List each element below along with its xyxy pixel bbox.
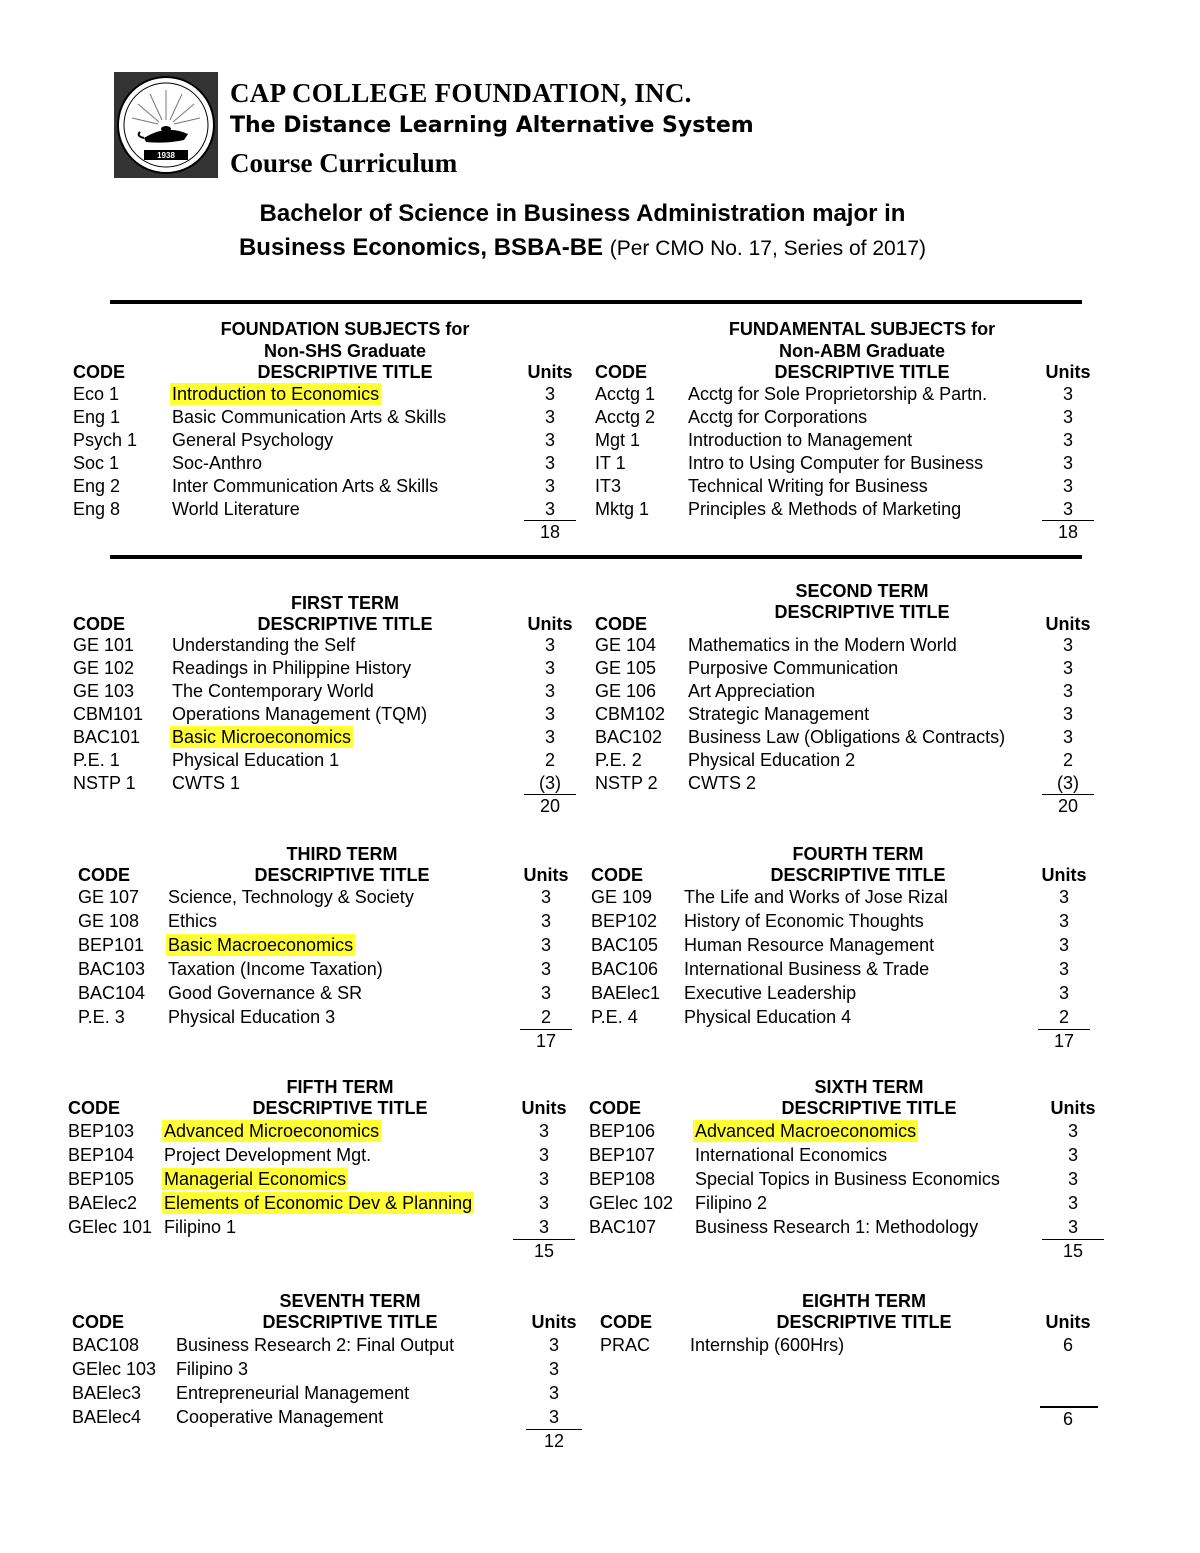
course-title: History of Economic Thoughts xyxy=(684,911,924,931)
course-units: 3 xyxy=(1062,499,1073,519)
course-code: BEP108 xyxy=(589,1169,656,1189)
section-heading: FIRST TERM xyxy=(291,593,399,613)
course-code: BAC101 xyxy=(73,727,141,747)
course-title: Acctg for Corporations xyxy=(688,407,868,427)
course-units: 2 xyxy=(544,750,555,770)
seal-year: 1938 xyxy=(157,151,175,160)
column-header-units: Units xyxy=(521,1098,567,1118)
column-header-code: CODE xyxy=(68,1098,121,1118)
course-code: BEP105 xyxy=(68,1169,135,1189)
course-code: GE 101 xyxy=(73,635,135,655)
column-header-units: Units xyxy=(1050,1098,1096,1118)
column-header-title: DESCRIPTIVE TITLE xyxy=(774,602,950,622)
course-units: 3 xyxy=(1062,407,1073,427)
column-header-code: CODE xyxy=(591,865,644,885)
top-rule xyxy=(110,300,1082,304)
college-seal-logo xyxy=(114,72,218,178)
course-title: Soc-Anthro xyxy=(172,453,263,473)
course-code: BAC106 xyxy=(591,959,659,979)
course-units: 3 xyxy=(1062,681,1073,701)
units-total: 17 xyxy=(1053,1031,1075,1051)
course-code: BEP104 xyxy=(68,1145,135,1165)
course-code: BEP102 xyxy=(591,911,658,931)
course-code: GE 106 xyxy=(595,681,657,701)
column-header-code: CODE xyxy=(595,614,648,634)
course-units: 3 xyxy=(1067,1169,1078,1189)
units-total: 17 xyxy=(535,1031,557,1051)
units-total: 18 xyxy=(1057,522,1079,542)
course-units: 2 xyxy=(540,1007,551,1027)
column-header-title: DESCRIPTIVE TITLE xyxy=(781,1098,957,1118)
course-units: 3 xyxy=(544,727,555,747)
course-title: Business Research 2: Final Output xyxy=(176,1335,455,1355)
course-units: 3 xyxy=(544,658,555,678)
course-title: Good Governance & SR xyxy=(168,983,363,1003)
course-title: International Economics xyxy=(695,1145,888,1165)
course-code: GE 108 xyxy=(78,911,140,931)
course-title: Cooperative Management xyxy=(176,1407,384,1427)
course-title: Basic Communication Arts & Skills xyxy=(172,407,447,427)
course-code: GE 104 xyxy=(595,635,657,655)
course-code: Mgt 1 xyxy=(595,430,641,450)
section-heading: SIXTH TERM xyxy=(814,1077,924,1097)
course-code: GElec 103 xyxy=(72,1359,157,1379)
section-heading: FOURTH TERM xyxy=(792,844,924,864)
course-title: CWTS 1 xyxy=(172,773,241,793)
course-code: GE 107 xyxy=(78,887,140,907)
course-units: 3 xyxy=(540,887,551,907)
column-header-units: Units xyxy=(523,865,569,885)
course-title: Art Appreciation xyxy=(688,681,816,701)
course-title: Principles & Methods of Marketing xyxy=(688,499,962,519)
course-code: BEP107 xyxy=(589,1145,656,1165)
course-title: Acctg for Sole Proprietorship & Partn. xyxy=(688,384,988,404)
course-title: Business Research 1: Methodology xyxy=(695,1217,979,1237)
course-units: 3 xyxy=(544,499,555,519)
section-heading: FUNDAMENTAL SUBJECTS for xyxy=(728,319,996,339)
system-name: The Distance Learning Alternative System xyxy=(230,113,754,138)
course-code: Eng 8 xyxy=(73,499,121,519)
course-code: Soc 1 xyxy=(73,453,120,473)
course-title: Business Law (Obligations & Contracts) xyxy=(688,727,1006,747)
column-header-units: Units xyxy=(1045,614,1091,634)
section-heading: SECOND TERM xyxy=(795,581,929,601)
course-units: 3 xyxy=(1062,476,1073,496)
course-units: 3 xyxy=(1067,1217,1078,1237)
course-units: 3 xyxy=(544,453,555,473)
course-units: 3 xyxy=(544,635,555,655)
course-title: General Psychology xyxy=(172,430,334,450)
column-header-title: DESCRIPTIVE TITLE xyxy=(262,1312,438,1332)
column-header-title: DESCRIPTIVE TITLE xyxy=(257,362,433,382)
column-header-title: DESCRIPTIVE TITLE xyxy=(252,1098,428,1118)
course-code: CBM102 xyxy=(595,704,666,724)
course-code: P.E. 4 xyxy=(591,1007,638,1027)
units-total: 18 xyxy=(539,522,561,542)
course-units: 3 xyxy=(538,1145,549,1165)
units-total: 20 xyxy=(539,796,561,816)
column-header-units: Units xyxy=(1045,1312,1091,1332)
course-title: Filipino 1 xyxy=(164,1217,237,1237)
course-units: 3 xyxy=(1058,959,1069,979)
course-title: Operations Management (TQM) xyxy=(172,704,428,724)
course-title-highlighted: Basic Microeconomics xyxy=(172,727,352,747)
course-code: CBM101 xyxy=(73,704,144,724)
document-type: Course Curriculum xyxy=(230,148,458,178)
course-title: Inter Communication Arts & Skills xyxy=(172,476,439,496)
course-code: GElec 101 xyxy=(68,1217,153,1237)
course-units: 3 xyxy=(540,911,551,931)
cmo-reference: (Per CMO No. 17, Series of 2017) xyxy=(609,237,927,260)
course-code: NSTP 2 xyxy=(595,773,658,793)
column-header-units: Units xyxy=(531,1312,577,1332)
course-units: 3 xyxy=(540,959,551,979)
course-units: 3 xyxy=(1067,1121,1078,1141)
course-units: 3 xyxy=(544,681,555,701)
section-heading: Non-ABM Graduate xyxy=(779,341,945,361)
course-code: GE 109 xyxy=(591,887,653,907)
column-header-code: CODE xyxy=(589,1098,642,1118)
course-units: (3) xyxy=(1057,773,1079,793)
course-units: 3 xyxy=(548,1407,559,1427)
column-header-code: CODE xyxy=(595,362,648,382)
course-code: GE 102 xyxy=(73,658,135,678)
section-heading: Non-SHS Graduate xyxy=(263,341,427,361)
course-units: 3 xyxy=(540,935,551,955)
course-units: 3 xyxy=(1062,727,1073,747)
course-code: P.E. 1 xyxy=(73,750,120,770)
course-title: The Life and Works of Jose Rizal xyxy=(684,887,948,907)
course-title: Filipino 3 xyxy=(176,1359,249,1379)
course-title: Physical Education 3 xyxy=(168,1007,336,1027)
course-code: BAC102 xyxy=(595,727,663,747)
course-title: Physical Education 4 xyxy=(684,1007,852,1027)
units-total: 6 xyxy=(1062,1409,1073,1429)
units-total: 20 xyxy=(1057,796,1079,816)
course-code: Acctg 1 xyxy=(595,384,656,404)
column-header-title: DESCRIPTIVE TITLE xyxy=(770,865,946,885)
course-code: BEP103 xyxy=(68,1121,135,1141)
column-header-title: DESCRIPTIVE TITLE xyxy=(774,362,950,382)
program-subtitle xyxy=(0,234,1165,262)
course-title-highlighted: Advanced Microeconomics xyxy=(164,1121,380,1141)
course-title: Human Resource Management xyxy=(684,935,935,955)
course-title: Technical Writing for Business xyxy=(688,476,928,496)
course-units: 3 xyxy=(544,384,555,404)
column-header-code: CODE xyxy=(73,362,126,382)
course-units: 3 xyxy=(1058,887,1069,907)
course-units: 3 xyxy=(538,1169,549,1189)
course-units: 3 xyxy=(1062,430,1073,450)
course-title: Strategic Management xyxy=(688,704,870,724)
course-code: Psych 1 xyxy=(73,430,138,450)
course-units: (3) xyxy=(539,773,561,793)
course-units: 3 xyxy=(548,1359,559,1379)
course-title: Physical Education 1 xyxy=(172,750,340,770)
course-code: Mktg 1 xyxy=(595,499,650,519)
course-units: 3 xyxy=(1058,983,1069,1003)
course-units: 2 xyxy=(1058,1007,1069,1027)
course-title: Filipino 2 xyxy=(695,1193,768,1213)
units-total: 15 xyxy=(533,1241,555,1261)
units-total: 15 xyxy=(1062,1241,1084,1261)
course-code: BAElec3 xyxy=(72,1383,142,1403)
course-units: 3 xyxy=(544,704,555,724)
course-code: BAC104 xyxy=(78,983,146,1003)
section-heading: THIRD TERM xyxy=(286,844,398,864)
course-units: 3 xyxy=(1062,704,1073,724)
course-title: Executive Leadership xyxy=(684,983,857,1003)
course-title-highlighted: Managerial Economics xyxy=(164,1169,347,1189)
course-title-highlighted: Elements of Economic Dev & Planning xyxy=(164,1193,473,1213)
column-header-code: CODE xyxy=(78,865,131,885)
column-header-units: Units xyxy=(1041,865,1087,885)
course-title-highlighted: Introduction to Economics xyxy=(172,384,380,404)
course-title: Readings in Philippine History xyxy=(172,658,412,678)
column-header-title: DESCRIPTIVE TITLE xyxy=(257,614,433,634)
course-code: Acctg 2 xyxy=(595,407,656,427)
section-heading: EIGHTH TERM xyxy=(802,1291,926,1311)
course-code: P.E. 2 xyxy=(595,750,642,770)
course-title: Intro to Using Computer for Business xyxy=(688,453,984,473)
column-header-title: DESCRIPTIVE TITLE xyxy=(254,865,430,885)
section-heading: SEVENTH TERM xyxy=(279,1291,421,1311)
course-code: Eng 1 xyxy=(73,407,121,427)
course-title: Understanding the Self xyxy=(172,635,356,655)
course-code: PRAC xyxy=(600,1335,651,1355)
course-title: Physical Education 2 xyxy=(688,750,856,770)
course-units: 3 xyxy=(1062,384,1073,404)
column-header-title: DESCRIPTIVE TITLE xyxy=(776,1312,952,1332)
course-units: 3 xyxy=(538,1217,549,1237)
course-units: 3 xyxy=(544,430,555,450)
course-title: Ethics xyxy=(168,911,218,931)
course-code: BEP106 xyxy=(589,1121,656,1141)
course-code: GE 105 xyxy=(595,658,657,678)
course-code: GElec 102 xyxy=(589,1193,674,1213)
column-header-units: Units xyxy=(527,362,573,382)
course-title: CWTS 2 xyxy=(688,773,757,793)
column-header-code: CODE xyxy=(73,614,126,634)
course-title: Entrepreneurial Management xyxy=(176,1383,410,1403)
course-code: BAC108 xyxy=(72,1335,140,1355)
course-title: Taxation (Income Taxation) xyxy=(168,959,383,979)
course-title: Science, Technology & Society xyxy=(168,887,414,907)
course-units: 3 xyxy=(540,983,551,1003)
course-title: Introduction to Management xyxy=(688,430,913,450)
course-units: 3 xyxy=(544,407,555,427)
units-total: 12 xyxy=(543,1431,565,1451)
course-units: 3 xyxy=(1067,1145,1078,1165)
course-code: Eco 1 xyxy=(73,384,120,404)
section-heading: FIFTH TERM xyxy=(286,1077,394,1097)
course-units: 6 xyxy=(1062,1335,1073,1355)
course-title: World Literature xyxy=(172,499,300,519)
course-title: Purposive Communication xyxy=(688,658,899,678)
course-units: 3 xyxy=(538,1121,549,1141)
course-code: P.E. 3 xyxy=(78,1007,125,1027)
course-code: IT 1 xyxy=(595,453,626,473)
course-code: NSTP 1 xyxy=(73,773,136,793)
column-header-code: CODE xyxy=(600,1312,653,1332)
course-code: BEP101 xyxy=(78,935,145,955)
course-units: 3 xyxy=(1058,935,1069,955)
section-rule xyxy=(110,555,1082,559)
course-units: 3 xyxy=(544,476,555,496)
program-title: Bachelor of Science in Business Administration major in xyxy=(259,200,906,227)
organization-name: CAP COLLEGE FOUNDATION, INC. xyxy=(230,78,692,108)
course-code: BAElec1 xyxy=(591,983,661,1003)
course-code: BAC105 xyxy=(591,935,659,955)
course-title: Project Development Mgt. xyxy=(164,1145,372,1165)
course-code: IT3 xyxy=(595,476,622,496)
course-code: BAC103 xyxy=(78,959,146,979)
column-header-units: Units xyxy=(1045,362,1091,382)
course-units: 3 xyxy=(548,1383,559,1403)
course-code: Eng 2 xyxy=(73,476,121,496)
course-units: 3 xyxy=(1062,635,1073,655)
course-units: 3 xyxy=(1067,1193,1078,1213)
course-units: 2 xyxy=(1062,750,1073,770)
course-code: BAElec4 xyxy=(72,1407,142,1427)
course-title-highlighted: Advanced Macroeconomics xyxy=(695,1121,917,1141)
course-units: 3 xyxy=(538,1193,549,1213)
course-units: 3 xyxy=(1058,911,1069,931)
course-title: International Business & Trade xyxy=(684,959,930,979)
course-code: BAElec2 xyxy=(68,1193,138,1213)
course-title: Special Topics in Business Economics xyxy=(695,1169,1000,1189)
section-heading: FOUNDATION SUBJECTS for xyxy=(220,319,470,339)
course-code: BAC107 xyxy=(589,1217,657,1237)
course-title: Mathematics in the Modern World xyxy=(688,635,957,655)
course-units: 3 xyxy=(1062,453,1073,473)
course-units: 3 xyxy=(548,1335,559,1355)
course-title-highlighted: Basic Macroeconomics xyxy=(168,935,354,955)
program-code: Business Economics, BSBA-BE xyxy=(238,234,604,261)
column-header-units: Units xyxy=(527,614,573,634)
course-title: Internship (600Hrs) xyxy=(690,1335,845,1355)
course-title: The Contemporary World xyxy=(172,681,374,701)
course-code: GE 103 xyxy=(73,681,135,701)
column-header-code: CODE xyxy=(72,1312,125,1332)
course-units: 3 xyxy=(1062,658,1073,678)
